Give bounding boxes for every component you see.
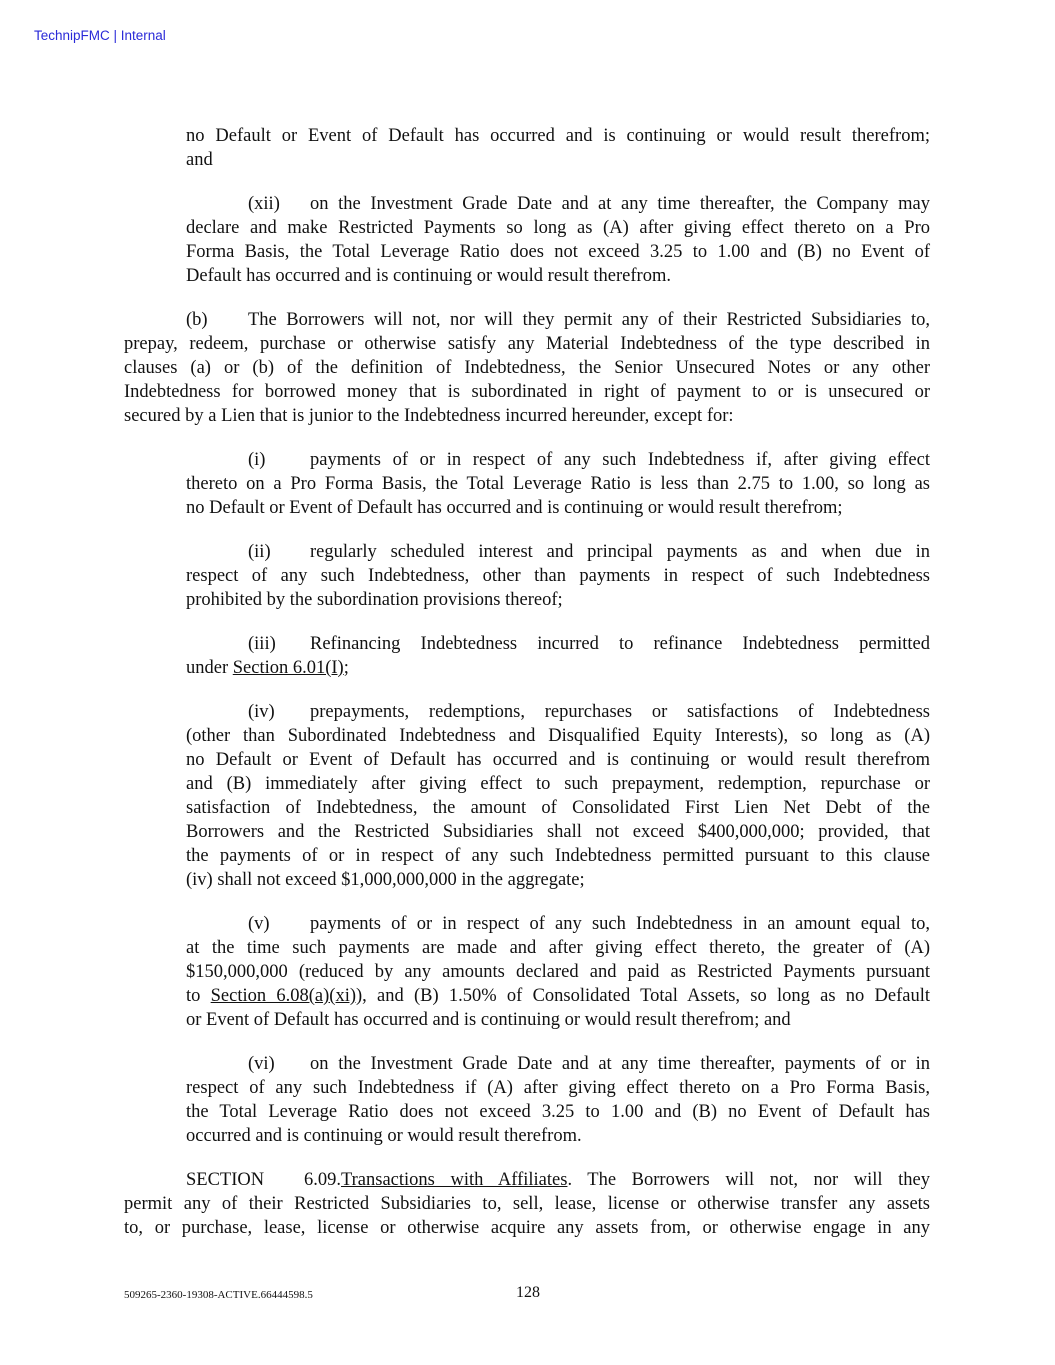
text-line (186, 192, 930, 216)
text-line (124, 356, 930, 380)
text-line (186, 588, 930, 612)
text-line (186, 148, 930, 172)
text-segment: ), and (B) 1.50% of Consolidated Total Assets, so long as no Default (356, 986, 930, 1006)
text-line (124, 1192, 930, 1216)
text-segment: regularly scheduled interest and principal payments as and when due in (310, 542, 930, 562)
text-line (186, 820, 930, 844)
text-line (124, 332, 930, 356)
text-segment: Indebtedness for borrowed money that is subordinated in right of payment to or is unsecured or (124, 382, 930, 402)
text-segment: secured by a Lien that is junior to the Indebtedness incurred hereunder, except for: (124, 406, 734, 426)
text-line (186, 472, 930, 496)
text-line (124, 404, 930, 428)
text-line (186, 264, 930, 288)
text-segment: under (186, 658, 233, 678)
text-segment: The Borrowers will not, nor will they permit any of their Restricted Subsidiaries to, (248, 310, 930, 330)
text-line (186, 496, 930, 520)
text-line (186, 1100, 930, 1124)
text-segment: payments of or in respect of any such Indebtedness in an amount equal to, (310, 914, 930, 934)
text-line (124, 308, 930, 332)
text-line (186, 700, 930, 724)
page-number: 128 (516, 1284, 540, 1301)
clause-label: (v) (248, 914, 270, 934)
text-segment: ; (343, 658, 349, 678)
text-segment: Borrowers and the Restricted Subsidiaries shall not exceed $400,000,000; provided, that (186, 822, 930, 842)
text-segment: on the Investment Grade Date and at any time thereafter, the Company may (310, 194, 930, 214)
paragraph (124, 1168, 930, 1240)
text-segment: satisfaction of Indebtedness, the amount of Consolidated First Lien Net Debt of the (186, 798, 930, 818)
text-segment: at the time such payments are made and after giving effect thereto, the greater of (A) (186, 938, 930, 958)
text-line (186, 540, 930, 564)
text-segment: respect of any such Indebtedness if (A) after giving effect thereto on a Pro Forma Basis, (186, 1078, 930, 1098)
text-line (186, 1124, 930, 1148)
paragraph (186, 1052, 930, 1148)
clause-label: (iv) (248, 702, 275, 722)
text-segment: Refinancing Indebtedness incurred to refinance Indebtedness permitted (310, 634, 930, 654)
clause-label: (xii) (248, 194, 280, 214)
classification-label: TechnipFMC | Internal (34, 28, 166, 43)
text-line (186, 748, 930, 772)
text-line (186, 868, 930, 892)
text-line (186, 216, 930, 240)
text-segment: prohibited by the subordination provisions thereof; (186, 590, 563, 610)
text-line (186, 564, 930, 588)
paragraph (186, 912, 930, 1032)
text-segment: prepayments, redemptions, repurchases or satisfactions of Indebtedness (310, 702, 930, 722)
text-segment: and (186, 150, 213, 170)
text-segment: Default has occurred and is continuing or would result therefrom. (186, 266, 671, 286)
text-line (186, 124, 930, 148)
text-line (186, 844, 930, 868)
document-body (124, 124, 930, 1260)
text-segment: (other than Subordinated Indebtedness and Disqualified Equity Interests), so long as (A) (186, 726, 930, 746)
cross-reference-link[interactable]: Section 6.08(a)(xi) (210, 986, 356, 1006)
text-line (186, 936, 930, 960)
text-segment: (iv) shall not exceed $1,000,000,000 in the aggregate; (186, 870, 585, 890)
text-line (124, 380, 930, 404)
text-line (186, 724, 930, 748)
text-segment: payments of or in respect of any such Indebtedness if, after giving effect (310, 450, 930, 470)
text-segment: to, or purchase, lease, license or otherwise acquire any assets from, or otherwise engage in any (124, 1218, 930, 1238)
text-segment: thereto on a Pro Forma Basis, the Total Leverage Ratio is less than 2.75 to 1.00, so long as (186, 474, 930, 494)
cross-reference-link[interactable]: Section 6.01(I) (232, 658, 344, 678)
paragraph (186, 700, 930, 892)
paragraph (186, 192, 930, 288)
paragraph (186, 448, 930, 520)
text-segment: no Default or Event of Default has occurred and is continuing or would result therefrom; (186, 498, 843, 518)
text-segment: occurred and is continuing or would result therefrom. (186, 1126, 582, 1146)
text-segment: clauses (a) or (b) of the definition of Indebtedness, the Senior Unsecured Notes or any other (124, 358, 930, 378)
paragraph (186, 124, 930, 172)
text-line (186, 1008, 930, 1032)
text-line (186, 772, 930, 796)
text-line (186, 1052, 930, 1076)
text-segment: respect of any such Indebtedness, other than payments in respect of such Indebtedness (186, 566, 930, 586)
text-segment: . The Borrowers will not, nor will they (567, 1170, 930, 1190)
clause-label: SECTION 6.09. (186, 1170, 341, 1190)
clause-label: (i) (248, 450, 266, 470)
document-id: 509265-2360-19308-ACTIVE.66444598.5 (124, 1289, 313, 1301)
text-line (186, 656, 930, 680)
text-line (186, 632, 930, 656)
text-segment: no Default or Event of Default has occurred and is continuing or would result therefrom; (186, 126, 930, 146)
paragraph (186, 632, 930, 680)
text-segment: and (B) immediately after giving effect to such prepayment, redemption, repurchase or (186, 774, 930, 794)
cross-reference-link[interactable]: Transactions with Affiliates (341, 1170, 568, 1190)
text-segment: or Event of Default has occurred and is continuing or would result therefrom; and (186, 1010, 791, 1030)
text-line (186, 1076, 930, 1100)
text-segment: permit any of their Restricted Subsidiaries to, sell, lease, license or otherwise transfer any assets (124, 1194, 930, 1214)
text-segment: the payments of or in respect of any such Indebtedness permitted pursuant to this clause (186, 846, 930, 866)
clause-label: (vi) (248, 1054, 275, 1074)
text-segment: to (186, 986, 211, 1006)
paragraph (186, 540, 930, 612)
text-line (186, 912, 930, 936)
clause-label: (ii) (248, 542, 271, 562)
text-segment: $150,000,000 (reduced by any amounts declared and paid as Restricted Payments pursuant (186, 962, 930, 982)
text-line (186, 448, 930, 472)
text-segment: no Default or Event of Default has occurred and is continuing or would result therefrom (186, 750, 930, 770)
text-line (186, 960, 930, 984)
text-line (186, 796, 930, 820)
text-line (186, 984, 930, 1008)
text-segment: on the Investment Grade Date and at any time thereafter, payments of or in (310, 1054, 930, 1074)
text-segment: prepay, redeem, purchase or otherwise satisfy any Material Indebtedness of the type described in (124, 334, 930, 354)
text-line (124, 1168, 930, 1192)
text-segment: the Total Leverage Ratio does not exceed 3.25 to 1.00 and (B) no Event of Default has (186, 1102, 930, 1122)
text-segment: declare and make Restricted Payments so long as (A) after giving effect thereto on a Pro (186, 218, 930, 238)
text-line (186, 240, 930, 264)
text-segment: Forma Basis, the Total Leverage Ratio does not exceed 3.25 to 1.00 and (B) no Event of (186, 242, 930, 262)
clause-label: (b) (186, 310, 208, 330)
clause-label: (iii) (248, 634, 276, 654)
text-line (124, 1216, 930, 1240)
paragraph (124, 308, 930, 428)
